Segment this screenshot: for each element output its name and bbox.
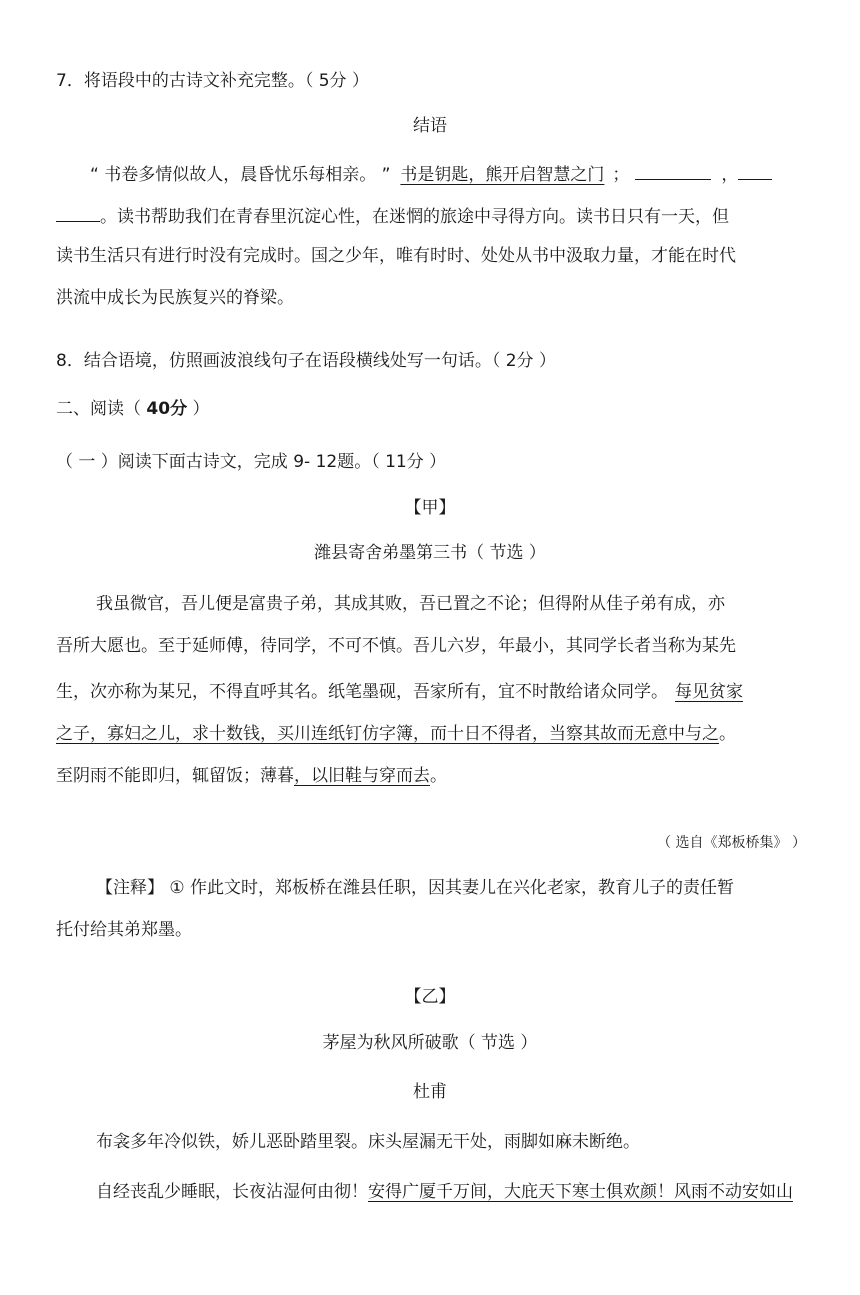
jia-line-4: 之子，寡妇之儿，求十数钱，买川连纸钉仿字簿，而十日不得者，当察其故而无意中与之。 [56,724,736,744]
yi-author: 杜甫 [413,1082,447,1102]
underlined-poem-line: 安得广厦千万间，大庇天下寒士俱欢颜！风雨不动安如山 [368,1182,793,1202]
wavy-sentence: 书是钥匙，熊开启智慧之门 [400,165,605,185]
yi-title: 茅屋为秋风所破歌（ 节选 ） [322,1033,538,1053]
q7-paragraph-line-3: 读书生活只有进行时没有完成时。国之少年，唯有时时、处处从书中汲取力量，才能在时代 [56,246,736,266]
jia-line-2: 吾所大愿也。至于延师傅，待同学，不可不慎。吾儿六岁，年最小，其同学长者当称为某先 [56,636,736,656]
jia-note-line-2: 托付给其弟郑墨。 [56,920,192,940]
jia-label: 【甲】 [404,498,456,518]
jia-title: 潍县寄舍弟墨第三书（ 节选 ） [314,543,546,563]
quote-text: “ 书卷多情似故人，晨昏忧乐每相亲。 ” [90,165,391,185]
jia-source: （ 选自《郑板桥集》 ） [657,835,806,851]
underlined-phrase: ，以旧鞋与穿而去 [294,766,430,786]
q7-title: 7．将语段中的古诗文补充完整。（ 5分 ） [56,71,369,91]
yi-line-2: 自经丧乱少睡眠，长夜沾湿何由彻！安得广厦千万间，大庇天下寒士俱欢颜！风雨不动安如山 [96,1182,793,1202]
section2-title: 二、阅读（ 40分 ） [56,399,210,419]
underlined-sentence-a: 每见贫家 [675,682,743,702]
answer-blank-2b[interactable] [56,203,100,222]
answer-blank-1[interactable] [635,161,711,180]
q7-subtitle: 结语 [413,116,447,136]
yi-label: 【乙】 [404,987,456,1007]
underlined-sentence-b: 之子，寡妇之儿，求十数钱，买川连纸钉仿字簿，而十日不得者，当察其故而无意中与之 [56,724,719,744]
section2-score: 40分 [146,399,188,419]
part1-title: （ 一 ）阅读下面古诗文，完成 9- 12题。（ 11分 ） [56,452,447,472]
jia-line-1: 我虽微官，吾儿便是富贵子弟，其成其败，吾已置之不论；但得附从佳子弟有成，亦 [96,594,725,614]
q7-paragraph-line-2: 。读书帮助我们在青春里沉淀心性，在迷惘的旅途中寻得方向。读书日只有一天，但 [56,203,729,228]
jia-line-5: 至阴雨不能即归，辄留饭；薄暮，以旧鞋与穿而去。 [56,766,447,786]
q7-paragraph-line-4: 洪流中成长为民族复兴的脊梁。 [56,288,294,308]
q7-paragraph-line-1: “ 书卷多情似故人，晨昏忧乐每相亲。 ” 书是钥匙，熊开启智慧之门 ； ， [90,161,772,186]
q8-title: 8．结合语境，仿照画波浪线句子在语段横线处写一句话。（ 2分 ） [56,351,556,371]
yi-line-1: 布衾多年冷似铁，娇儿恶卧踏里裂。床头屋漏无干处，雨脚如麻未断绝。 [96,1132,640,1152]
answer-blank-2a[interactable] [738,161,772,180]
jia-note-line-1: 【注释】 ① 作此文时，郑板桥在潍县任职，因其妻儿在兴化老家，教育儿子的责任暂 [96,878,735,898]
jia-line-3: 生，次亦称为某兄，不得直呼其名。纸笔墨砚，吾家所有，宜不时散给诸众同学。 每见贫家 [56,682,743,702]
